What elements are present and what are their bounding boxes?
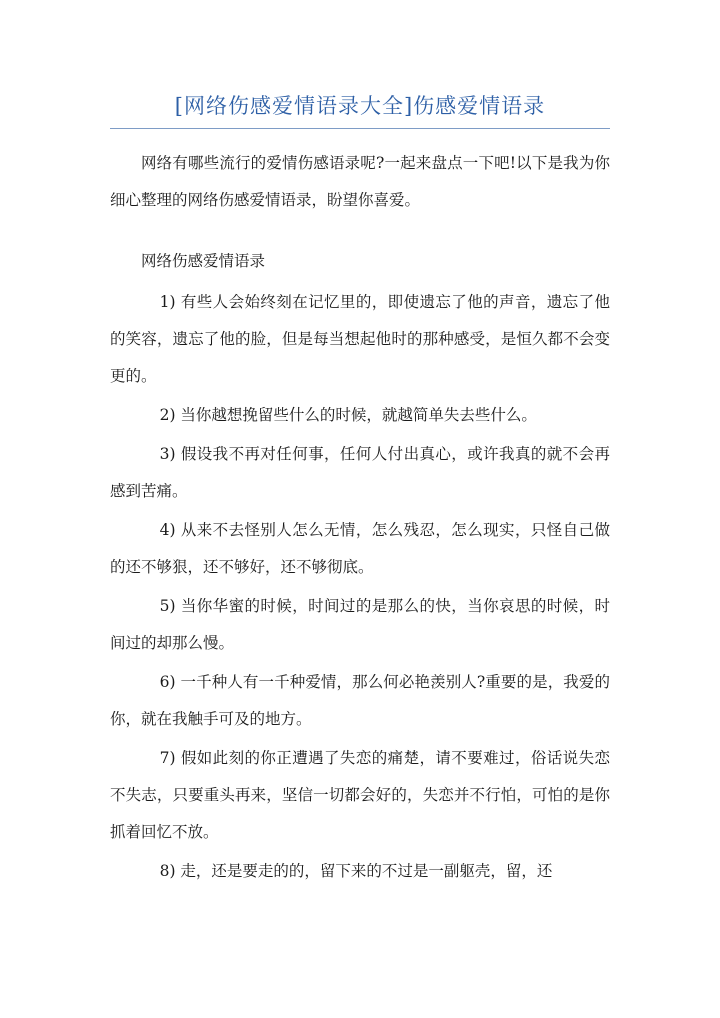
- quote-item-6: 6) 一千种人有一千种爱情，那么何必艳羡别人?重要的是，我爱的你，就在我触手可及的地方。: [110, 673, 610, 728]
- intro-paragraph: 网络有哪些流行的爱情伤感语录呢?一起来盘点一下吧!以下是我为你细心整理的网络伤感爱情语录，盼望你喜爱。: [110, 154, 610, 209]
- quote-item-3: 3) 假设我不再对任何事，任何人付出真心，或许我真的就不会再感到苦痛。: [110, 445, 610, 500]
- quote-list: [110, 284, 610, 890]
- quote-item-8: 8) 走，还是要走的的，留下来的不过是一副躯壳，留，还: [159, 862, 553, 880]
- quote-item-2: 2) 当你越想挽留些什么的时候，就越简单失去些什么。: [159, 406, 537, 424]
- quote-item-5: 5) 当你华蜜的时候，时间过的是那么的快，当你哀思的时候，时间过的却那么慢。: [110, 597, 610, 652]
- title-divider: [110, 128, 610, 129]
- quote-item-7: 7) 假如此刻的你正遭遇了失恋的痛楚，请不要难过，俗话说失恋不失志，只要重头再来，坚信一切都会好的，失恋并不行怕，可怕的是你抓着回忆不放。: [110, 749, 610, 841]
- quote-item-1: 1) 有些人会始终刻在记忆里的，即使遗忘了他的声音，遗忘了他的笑容，遗忘了他的脸，但是每当想起他时的那种感受，是恒久都不会变更的。: [110, 293, 610, 385]
- quote-item-4: 4) 从来不去怪别人怎么无情，怎么残忍，怎么现实，只怪自己做的还不够狠，还不够好，还不够彻底。: [110, 521, 610, 576]
- document-title: [网络伤感爱情语录大全]伤感爱情语录: [174, 94, 546, 118]
- section-heading: 网络伤感爱情语录: [141, 252, 266, 270]
